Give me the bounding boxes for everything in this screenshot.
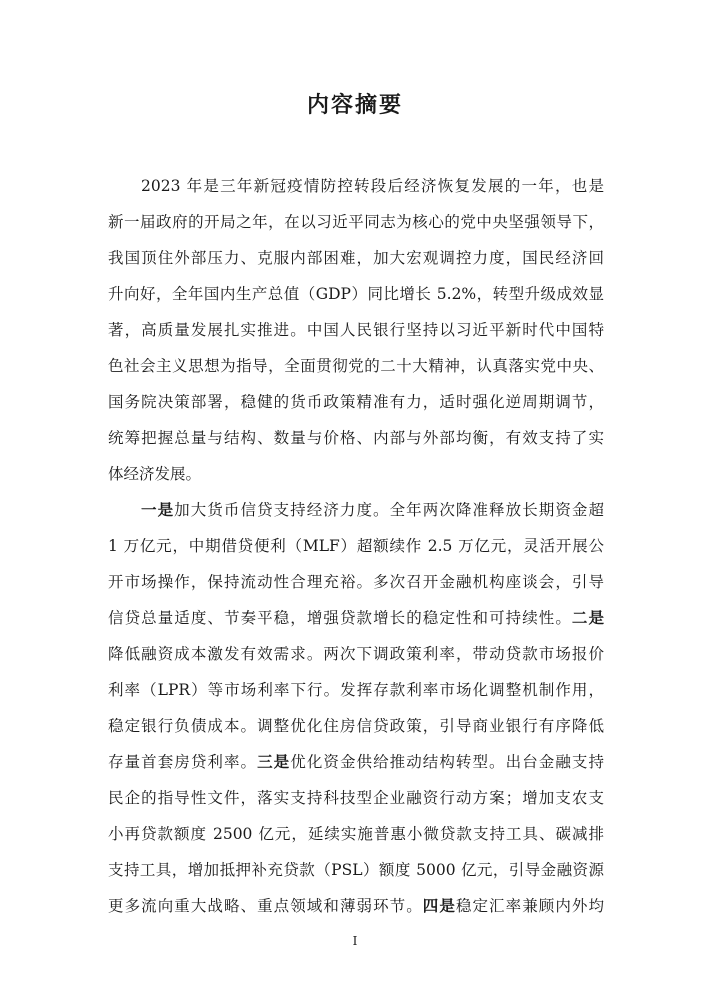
- text-line: 存量首套房贷利率。三是优化资金供给推动结构转型。出台金融支持: [108, 753, 604, 771]
- text-line: 著，高质量发展扎实推进。中国人民银行坚持以习近平新时代中国特: [108, 321, 604, 339]
- text-line: 利率（LPR）等市场利率下行。发挥存款利率市场化调整机制作用，: [108, 681, 604, 699]
- paragraph-intro: [108, 168, 604, 492]
- text-line: 信贷总量适度、节奏平稳，增强贷款增长的稳定性和可持续性。二是: [108, 609, 604, 627]
- text-line: 国务院决策部署，稳健的货币政策精准有力，适时强化逆周期调节，: [108, 393, 604, 411]
- page-number: I: [352, 934, 358, 948]
- text-line: 1 万亿元，中期借贷便利（MLF）超额续作 2.5 万亿元，灵活开展公: [108, 537, 604, 555]
- abstract-body: [108, 168, 604, 924]
- text-line: 稳定银行负债成本。调整优化住房信贷政策，引导商业银行有序降低: [108, 717, 604, 735]
- text-line: 降低融资成本激发有效需求。两次下调政策利率，带动贷款市场报价: [108, 645, 604, 663]
- paragraph-measures: [108, 492, 604, 924]
- text-line: 统筹把握总量与结构、数量与价格、内部与外部均衡，有效支持了实: [108, 429, 604, 447]
- text-line: 开市场操作，保持流动性合理充裕。多次召开金融机构座谈会，引导: [108, 573, 604, 591]
- point-marker: 三是: [257, 753, 291, 771]
- text-line: 升向好，全年国内生产总值（GDP）同比增长 5.2%，转型升级成效显: [108, 285, 604, 303]
- text-line: 2023 年是三年新冠疫情防控转段后经济恢复发展的一年，也是: [141, 177, 604, 195]
- text-line: 小再贷款额度 2500 亿元，延续实施普惠小微贷款支持工具、碳减排: [108, 825, 604, 843]
- text-line: 新一届政府的开局之年，在以习近平同志为核心的党中央坚强领导下，: [108, 213, 604, 231]
- text-line: 我国顶住外部压力、克服内部困难，加大宏观调控力度，国民经济回: [108, 249, 604, 267]
- text-line: 体经济发展。: [108, 465, 202, 483]
- text-line: 民企的指导性文件，落实支持科技型企业融资行动方案；增加支农支: [108, 789, 604, 807]
- text-line: 更多流向重大战略、重点领域和薄弱环节。四是稳定汇率兼顾内外均: [108, 897, 604, 915]
- point-marker: 一是: [141, 501, 175, 519]
- text-line: 色社会主义思想为指导，全面贯彻党的二十大精神，认真落实党中央、: [108, 357, 604, 375]
- point-marker: 二是: [571, 609, 604, 627]
- text-line: 一是加大货币信贷支持经济力度。全年两次降准释放长期资金超: [141, 501, 604, 519]
- page-title: 内容摘要: [306, 93, 403, 118]
- text-line: 支持工具，增加抵押补充贷款（PSL）额度 5000 亿元，引导金融资源: [108, 861, 604, 879]
- point-marker: 四是: [422, 897, 456, 915]
